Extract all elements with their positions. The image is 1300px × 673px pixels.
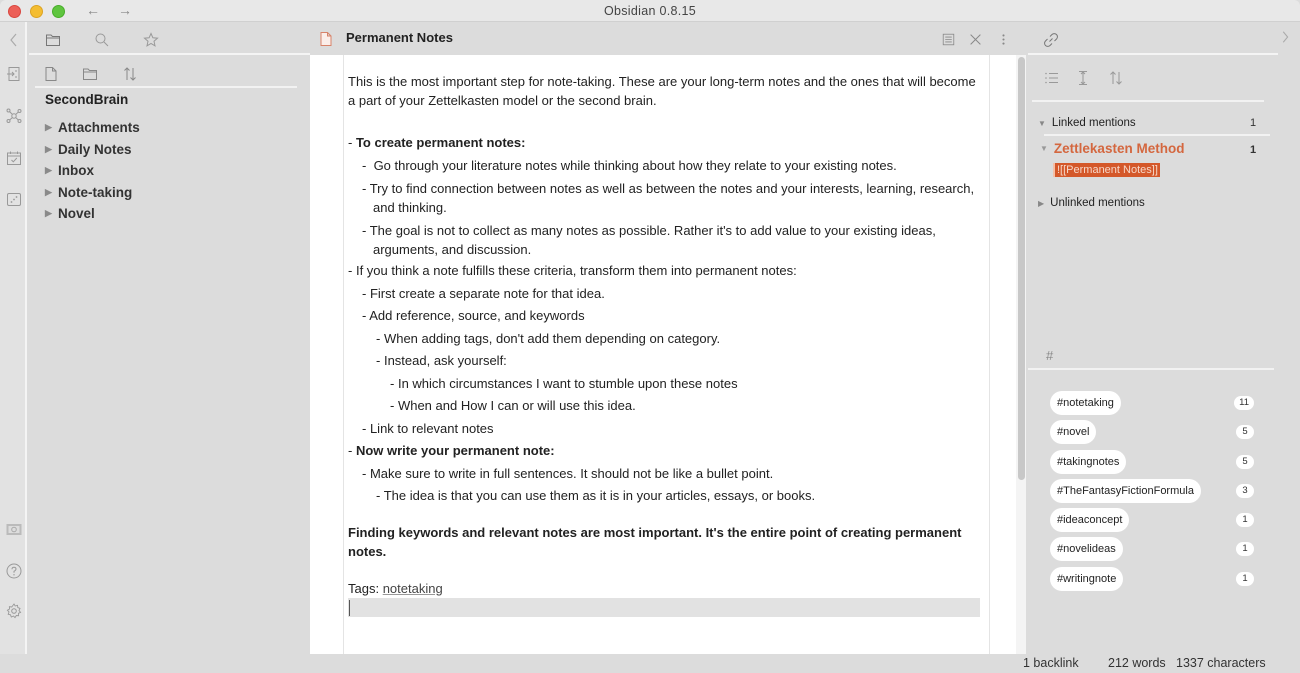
vault-name[interactable]: SecondBrain <box>45 92 129 107</box>
list-bullet: - <box>362 285 370 301</box>
list-item <box>348 283 978 306</box>
list-item <box>348 260 978 283</box>
tags-line <box>348 579 978 598</box>
collapse-right-icon[interactable] <box>1278 30 1292 48</box>
expand-arrow-icon: ▶ <box>45 122 52 133</box>
list-item-text: The idea is that you can use them as it is in your articles, essays, or books. <box>383 488 816 503</box>
new-folder-icon[interactable] <box>82 66 98 82</box>
tag-count-badge: 1 <box>1236 542 1254 556</box>
folder-item-daily-notes[interactable]: ▶ Daily Notes <box>45 141 132 157</box>
list-item-text: Now write your permanent note: <box>355 443 555 458</box>
tag-link-notetaking[interactable]: notetaking <box>382 580 443 596</box>
folder-item-inbox[interactable]: ▶ Inbox <box>45 163 94 179</box>
list-bullet: - <box>376 353 384 368</box>
linked-mentions-header[interactable]: ▼ Linked mentions <box>1038 117 1136 129</box>
collapse-arrow-icon: ▼ <box>1040 144 1048 153</box>
list-item <box>348 305 978 328</box>
tag-pill[interactable]: #notetaking <box>1050 391 1121 415</box>
editor-scroll-thumb[interactable] <box>1018 57 1025 480</box>
show-more-context-icon[interactable] <box>1075 70 1091 86</box>
intro-paragraph: This is the most important step for note-taking. These are your long-term notes and the ones that will become a part of your Zettelkasten model or the second brain. <box>348 74 976 108</box>
expand-arrow-icon: ▶ <box>1038 198 1045 208</box>
left-ribbon <box>0 22 27 654</box>
tag-count-badge: 3 <box>1236 484 1254 498</box>
tag-pill[interactable]: #writingnote <box>1050 567 1123 591</box>
list-bullet: - <box>390 375 398 391</box>
editor-title: Permanent Notes <box>346 30 453 45</box>
list-item-text: When and How I can or will use this idea. <box>397 398 636 413</box>
list-item <box>348 418 978 441</box>
editor-pane[interactable] <box>310 55 1016 654</box>
collapse-arrow-icon: ▼ <box>1038 118 1046 128</box>
list-item <box>348 219 978 261</box>
tag-row[interactable] <box>1050 508 1254 537</box>
sort-backlinks-icon[interactable] <box>1108 70 1124 86</box>
list-bullet: - <box>390 398 398 413</box>
list-item-text: When adding tags, don't add them depending on category. <box>383 330 721 346</box>
note-list <box>348 132 978 508</box>
list-item <box>348 177 978 219</box>
file-explorer-tab-icon[interactable] <box>45 32 61 48</box>
tag-pill[interactable]: #ideaconcept <box>1050 508 1129 532</box>
list-item-text: Add reference, source, and keywords <box>369 308 585 323</box>
right-sidebar <box>1028 22 1300 654</box>
character-count: 1337 characters <box>1176 656 1266 670</box>
list-item-text: The goal is not to collect as many notes as possible. Rather it's to add value to your existing ideas, arguments, and discussion. <box>369 222 936 257</box>
random-note-icon[interactable] <box>5 190 22 207</box>
settings-icon[interactable] <box>5 602 22 619</box>
expand-arrow-icon: ▶ <box>45 165 52 176</box>
active-line[interactable] <box>348 598 980 617</box>
graph-view-icon[interactable] <box>5 107 22 124</box>
list-item <box>348 485 978 508</box>
backlinks-tab-icon[interactable] <box>1043 32 1059 48</box>
title-bar <box>0 0 1300 22</box>
backlink-file-count: 1 <box>1250 144 1257 156</box>
list-bullet: - <box>348 135 356 150</box>
folder-item-novel[interactable]: ▶ Novel <box>45 206 95 222</box>
tag-pill[interactable]: #TheFantasyFictionFormula <box>1050 479 1201 503</box>
close-pane-icon[interactable] <box>967 31 983 47</box>
file-explorer-actions <box>35 60 297 88</box>
tag-pane-icon[interactable]: # <box>1046 348 1054 363</box>
list-bullet: - <box>362 181 370 196</box>
tag-count-badge: 5 <box>1236 425 1254 439</box>
sort-order-icon[interactable] <box>122 66 138 82</box>
tag-list <box>1050 391 1254 596</box>
tag-pill[interactable]: #takingnotes <box>1050 450 1126 474</box>
conclusion-paragraph: Finding keywords and relevant notes are most important. It's the entire point of creating permanent notes. <box>348 524 962 559</box>
list-item <box>348 350 978 373</box>
daily-note-icon[interactable] <box>5 149 22 166</box>
expand-arrow-icon: ▶ <box>45 143 52 154</box>
tag-count-badge: 1 <box>1236 513 1254 527</box>
list-item-text: Link to relevant notes <box>369 420 494 436</box>
file-icon <box>320 32 332 46</box>
more-options-icon[interactable] <box>995 31 1011 47</box>
tag-row[interactable] <box>1050 450 1254 479</box>
word-count: 212 words <box>1108 656 1166 670</box>
navigate-back-button[interactable]: ← <box>86 2 100 18</box>
quick-switcher-icon[interactable] <box>5 65 22 82</box>
tag-row[interactable] <box>1050 420 1254 449</box>
text-cursor <box>349 600 350 616</box>
left-sidebar-tabs <box>29 22 310 55</box>
editor-scrollbar[interactable] <box>1016 55 1026 654</box>
divider <box>1044 134 1270 136</box>
collapse-results-icon[interactable] <box>1044 70 1060 86</box>
list-item <box>348 463 978 486</box>
list-item-text: Go through your literature notes while thinking about how they relate to your existing notes. <box>373 157 897 173</box>
tag-pill[interactable]: #novel <box>1050 420 1096 444</box>
list-item <box>348 440 978 463</box>
backlinks-actions <box>1032 60 1264 102</box>
tag-count-badge: 1 <box>1236 572 1254 586</box>
tag-count-badge: 5 <box>1236 455 1254 469</box>
tag-row[interactable] <box>1050 479 1254 508</box>
left-sidebar <box>29 22 310 654</box>
window-title: Obsidian 0.8.15 <box>603 4 697 18</box>
right-sidebar-tabs <box>1028 22 1278 55</box>
list-item <box>348 395 978 418</box>
list-item <box>348 132 978 155</box>
backlink-count[interactable]: 1 backlink <box>1023 656 1079 670</box>
list-item-text: Try to find connection between notes as well as between the notes and your interests, learning, research, and thinking. <box>369 181 975 215</box>
list-item-text: If you think a note fulfills these criteria, transform them into permanent notes: <box>355 263 797 278</box>
help-icon[interactable] <box>5 562 22 579</box>
list-bullet: - <box>376 488 384 503</box>
tag-row[interactable] <box>1050 567 1254 596</box>
list-item <box>348 328 978 351</box>
folder-list <box>45 117 140 225</box>
backlink-snippet[interactable]: ![[Permanent Notes]] <box>1053 163 1160 177</box>
search-tab-icon[interactable] <box>94 32 110 48</box>
starred-tab-icon[interactable] <box>143 32 159 48</box>
list-item-text: To create permanent notes: <box>355 135 526 150</box>
linked-mentions-count: 1 <box>1250 117 1257 129</box>
tag-row[interactable] <box>1050 391 1254 420</box>
editor-header <box>310 22 1025 55</box>
list-bullet: - <box>362 420 370 436</box>
document-body <box>348 72 978 598</box>
list-bullet: - <box>362 308 370 323</box>
new-note-icon[interactable] <box>43 66 59 82</box>
tag-row[interactable] <box>1050 537 1254 566</box>
list-item <box>348 155 978 178</box>
tags-label: Tags: <box>348 580 383 596</box>
list-bullet: - <box>376 330 384 346</box>
list-item-text: In which circumstances I want to stumble upon these notes <box>397 375 738 391</box>
folder-item-note-taking[interactable]: ▶ Note-taking <box>45 184 133 200</box>
list-bullet: - <box>362 157 374 173</box>
expand-arrow-icon: ▶ <box>45 208 52 219</box>
unlinked-mentions-header[interactable]: ▶ Unlinked mentions <box>1038 197 1145 209</box>
toggle-preview-icon[interactable] <box>940 31 956 47</box>
list-item-text: Make sure to write in full sentences. It should not be like a bullet point. <box>369 465 774 481</box>
navigate-forward-button[interactable]: → <box>118 2 132 18</box>
editor-content[interactable] <box>343 55 990 654</box>
expand-arrow-icon: ▶ <box>45 186 52 197</box>
open-vault-icon[interactable] <box>5 520 22 537</box>
tag-pane-header <box>1028 342 1274 370</box>
tag-pill[interactable]: #novelideas <box>1050 537 1123 561</box>
list-item-text: Instead, ask yourself: <box>383 353 507 368</box>
list-bullet: - <box>348 263 356 278</box>
list-item <box>348 373 978 396</box>
folder-item-attachments[interactable]: ▶ Attachments <box>45 120 140 136</box>
collapse-left-icon[interactable] <box>5 31 22 48</box>
list-bullet: - <box>362 222 370 238</box>
list-bullet: - <box>348 443 356 458</box>
tag-count-badge: 11 <box>1234 396 1254 410</box>
list-item-text: First create a separate note for that idea. <box>369 285 605 301</box>
list-bullet: - <box>362 465 370 481</box>
backlink-file-zettlekasten-method[interactable]: ▼ Zettlekasten Method <box>1040 141 1185 156</box>
